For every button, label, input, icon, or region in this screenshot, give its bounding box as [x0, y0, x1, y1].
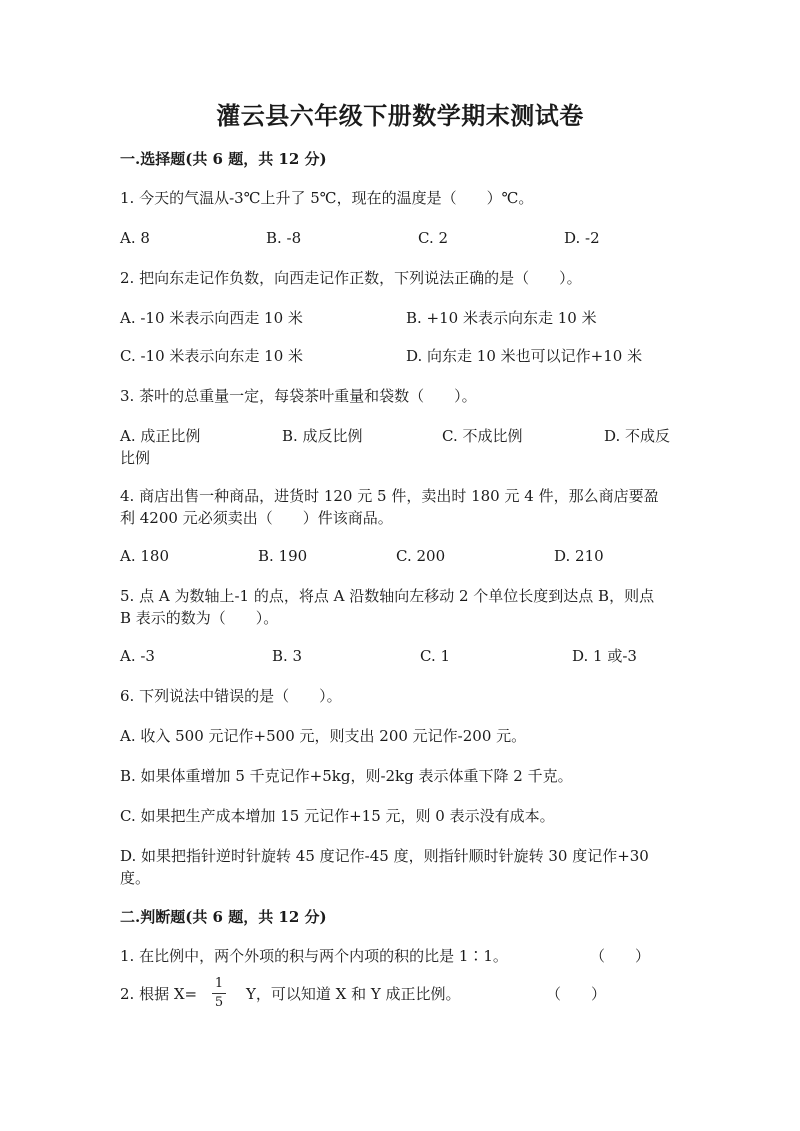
q4-option-c: C. 200 — [396, 547, 446, 565]
q5-option-a: A. -3 — [120, 647, 155, 665]
fraction-numerator: 1 — [214, 976, 224, 991]
q3-option-d: D. 不成反 — [604, 427, 671, 445]
question-5-stem-line2: B 表示的数为（ ）。 — [120, 609, 279, 627]
q6-option-b: B. 如果体重增加 5 千克记作+5kg，则-2kg 表示体重下降 2 千克。 — [120, 767, 573, 785]
question-2-stem: 2. 把向东走记作负数，向西走记作正数，下列说法正确的是（ ）。 — [120, 269, 582, 287]
q2-option-c: C. -10 米表示向东走 10 米 — [120, 347, 304, 365]
q3-option-c: C. 不成比例 — [442, 427, 523, 445]
q6-option-d-line1: D. 如果把指针逆时针旋转 45 度记作-45 度，则指针顺时针旋转 30 度记作+30 — [120, 847, 649, 865]
judgement-1-answer-blank[interactable]: （ ） — [590, 947, 651, 965]
question-6-stem: 6. 下列说法中错误的是（ ）。 — [120, 687, 342, 705]
q3-option-d-continued: 比例 — [120, 449, 151, 467]
q6-option-a: A. 收入 500 元记作+500 元，则支出 200 元记作-200 元。 — [120, 727, 527, 745]
q4-option-d: D. 210 — [554, 547, 604, 565]
section-heading-choice: 一.选择题(共 6 题，共 12 分) — [120, 150, 327, 168]
q1-option-d: D. -2 — [564, 229, 600, 247]
q5-option-b: B. 3 — [272, 647, 303, 665]
section-heading-judgement: 二.判断题(共 6 题，共 12 分) — [120, 908, 327, 926]
q2-option-b: B. +10 米表示向东走 10 米 — [406, 309, 597, 327]
q5-option-d: D. 1 或-3 — [572, 647, 637, 665]
q1-option-c: C. 2 — [418, 229, 449, 247]
q6-option-c: C. 如果把生产成本增加 15 元记作+15 元，则 0 表示没有成本。 — [120, 807, 555, 825]
q4-option-a: A. 180 — [120, 547, 169, 565]
judgement-1-stem: 1. 在比例中，两个外项的积与两个内项的积的比是 1∶1。 — [120, 947, 508, 965]
question-4-stem-line2: 利 4200 元必须卖出（ ）件该商品。 — [120, 509, 393, 527]
fraction-one-fifth — [212, 976, 226, 1011]
q2-option-a: A. -10 米表示向西走 10 米 — [120, 309, 303, 327]
question-5-stem-line1: 5. 点 A 为数轴上-1 的点，将点 A 沿数轴向左移动 2 个单位长度到达点 B，则点 — [120, 587, 655, 605]
fraction-bar — [212, 993, 226, 994]
fraction-denominator: 5 — [214, 995, 224, 1010]
judgement-2-answer-blank[interactable]: （ ） — [546, 985, 607, 1003]
q3-option-b: B. 成反比例 — [282, 427, 363, 445]
question-3-stem: 3. 茶叶的总重量一定，每袋茶叶重量和袋数（ ）。 — [120, 387, 477, 405]
judgement-2-stem-suffix: Y，可以知道 X 和 Y 成正比例。 — [246, 985, 461, 1003]
q6-option-d-line2: 度。 — [120, 869, 151, 887]
q1-option-b: B. -8 — [266, 229, 302, 247]
question-4-stem-line1: 4. 商店出售一种商品，进货时 120 元 5 件，卖出时 180 元 4 件，那么商店要盈 — [120, 487, 659, 505]
judgement-2-stem-prefix: 2. 根据 X= — [120, 985, 198, 1003]
page-title: 灌云县六年级下册数学期末测试卷 — [216, 101, 584, 130]
q1-option-a: A. 8 — [120, 229, 150, 247]
q2-option-d: D. 向东走 10 米也可以记作+10 米 — [406, 347, 643, 365]
q4-option-b: B. 190 — [258, 547, 308, 565]
q5-option-c: C. 1 — [420, 647, 451, 665]
question-1-stem: 1. 今天的气温从-3℃上升了 5℃，现在的温度是（ ）℃。 — [120, 189, 534, 207]
q3-option-a: A. 成正比例 — [120, 427, 201, 445]
